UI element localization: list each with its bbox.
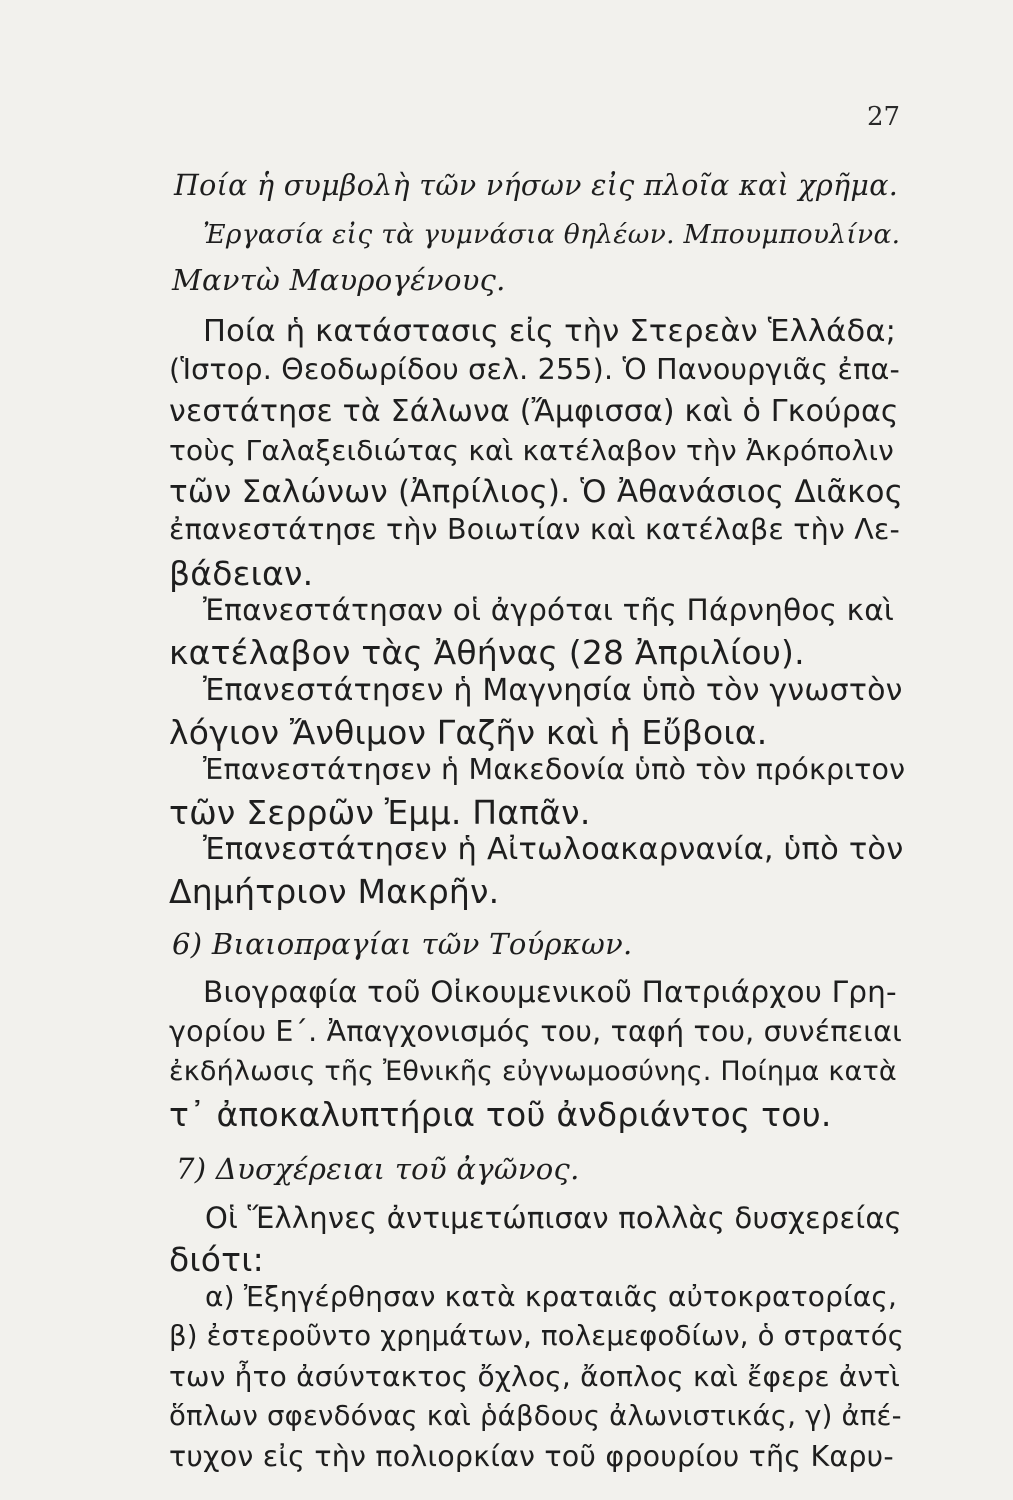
text-line: τῶν Σαλώνων (Ἀπρίλιος). Ὁ Ἀθανάσιος Διᾶκος <box>169 474 904 510</box>
section-heading: 7) Δυσχέρειαι τοῦ ἀγῶνος. <box>176 1152 580 1186</box>
text-line: Οἱ Ἕλληνες ἀντιμετώπισαν πολλὰς δυσχερείας <box>205 1201 902 1235</box>
text-line: λόγιον Ἄνθιμον Γαζῆν καὶ ἡ Εὔβοια. <box>169 713 768 752</box>
text-line: α) Ἐξηγέρθησαν κατὰ κραταιᾶς αὐτοκρατορίας, <box>205 1280 898 1313</box>
text-line: Ἐπανεστάτησεν ἡ Μαγνησία ὑπὸ τὸν γνωστὸν <box>203 673 903 708</box>
text-line: κατέλαβον τὰς Ἀθήνας (28 Ἀπριλίου). <box>169 633 805 672</box>
text-line: Μαντὼ Μαυρογένους. <box>172 263 506 297</box>
text-line: των ἦτο ἀσύντακτος ὄχλος, ἄοπλος καὶ ἔφερε ἀντὶ <box>169 1360 901 1393</box>
text-line: γορίου Ε΄. Ἀπαγχονισμός του, ταφή του, συνέπειαι <box>169 1015 902 1048</box>
section-heading: 6) Βιαιοπραγίαι τῶν Τούρκων. <box>172 927 633 961</box>
text-line: τυχον εἰς τὴν πολιορκίαν τοῦ φρουρίου τῆς Καρυ- <box>169 1440 894 1473</box>
text-line: τοὺς Γαλαξειδιώτας καὶ κατέλαβον τὴν Ἀκρόπολιν <box>169 434 894 467</box>
text-line: ἐκδήλωσις τῆς Ἐθνικῆς εὐγνωμοσύνης. Ποίημα κατὰ <box>169 1056 897 1087</box>
text-line: Ἐργασία εἰς τὰ γυμνάσια θηλέων. Μπουμπουλίνα. <box>203 219 901 250</box>
page-number: 27 <box>867 102 901 132</box>
text-line: Ποία ἡ συμβολὴ τῶν νήσων εἰς πλοῖα καὶ χρῆμα. <box>174 169 899 202</box>
text-line: νεστάτησε τὰ Σάλωνα (Ἄμφισσα) καὶ ὁ Γκούρας <box>169 394 899 429</box>
text-line: τ᾽ ἀποκαλυπτήρια τοῦ ἀνδριάντος του. <box>169 1095 832 1134</box>
text-line: ἐπανεστάτησε τὴν Βοιωτίαν καὶ κατέλαβε τὴν Λε- <box>169 513 901 546</box>
text-line: τῶν Σερρῶν Ἐμμ. Παπᾶν. <box>169 793 591 832</box>
text-line: Βιογραφία τοῦ Οἰκουμενικοῦ Πατριάρχου Γρη- <box>203 975 897 1009</box>
text-line: β) ἐστεροῦντο χρημάτων, πολεμεφοδίων, ὁ στρατός <box>169 1320 905 1352</box>
text-line: Δημήτριον Μακρῆν. <box>169 872 500 911</box>
text-line: Ποία ἡ κατάστασις εἰς τὴν Στερεὰν Ἑλλάδα; <box>203 314 897 349</box>
text-line: Ἐπανεστάτησεν ἡ Αἰτωλοακαρνανία, ὑπὸ τὸν <box>203 832 904 867</box>
text-line: Ἐπανεστάτησεν ἡ Μακεδονία ὑπὸ τὸν πρόκριτον <box>203 753 906 786</box>
text-line: βάδειαν. <box>169 554 314 593</box>
text-line: διότι: <box>169 1240 264 1279</box>
text-line: (Ἱστορ. Θεοδωρίδου σελ. 255). Ὁ Πανουργιᾶς ἐπα- <box>169 353 900 386</box>
text-line: Ἐπανεστάτησαν οἱ ἀγρόται τῆς Πάρνηθος καὶ <box>203 593 895 627</box>
text-line: ὅπλων σφενδόνας καὶ ῥάβδους ἀλωνιστικάς, γ) ἀπέ- <box>169 1400 902 1432</box>
